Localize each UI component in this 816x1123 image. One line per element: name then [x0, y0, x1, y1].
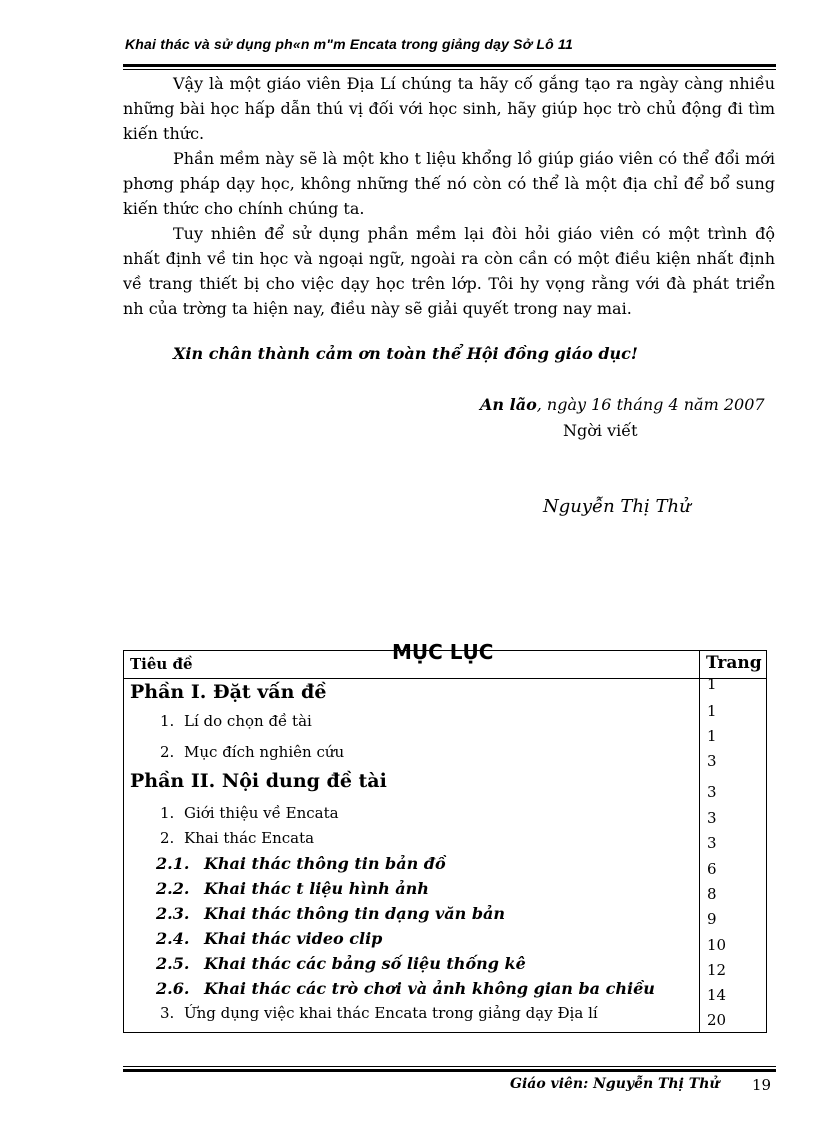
toc-page-number: 1 — [707, 702, 717, 720]
toc-header-rule — [124, 678, 766, 679]
toc-page-number: 14 — [707, 986, 727, 1004]
toc-entry — [156, 929, 382, 948]
toc-entry-title: Lí do chọn đề tài — [184, 712, 312, 730]
toc-entry-number: 2. — [160, 743, 175, 761]
thanks-line: Xin chân thành cảm ơn toàn thể Hội đồng giáo dục! — [173, 344, 638, 363]
toc-page-number: 3 — [707, 834, 717, 852]
toc-entry — [160, 804, 339, 822]
toc-page-number: 8 — [707, 885, 717, 903]
toc-entry-number: 2.5. — [156, 954, 190, 973]
toc-page-number: 3 — [707, 783, 717, 801]
toc-entry-title: Ứng dụng việc khai thác Encata trong giảng dạy Địa lí — [184, 1004, 598, 1022]
toc-entry-title: Giới thiệu về Encata — [184, 804, 339, 822]
toc-entry-title: Khai thác Encata — [184, 829, 315, 847]
signature: Nguyễn Thị Thử — [543, 496, 691, 517]
toc-entry-number: 2.3. — [156, 904, 190, 923]
toc-entry-title: Khai thác t liệu hình ảnh — [204, 879, 429, 898]
toc-entry-number: 2.6. — [156, 979, 190, 998]
toc-entry — [160, 712, 312, 730]
header-rule-thick — [123, 64, 776, 67]
place-name: An lão — [480, 395, 537, 414]
toc-entry-number: 1. — [160, 712, 175, 730]
toc-entry-number: 2.2. — [156, 879, 190, 898]
footer-rule-thin — [123, 1066, 776, 1067]
header-rule-thin — [123, 69, 776, 70]
toc-entry-title: Phần I. Đặt vấn đề — [130, 681, 327, 703]
toc-entry-number: 2.1. — [156, 854, 190, 873]
toc-entry — [130, 770, 387, 792]
toc-entry — [160, 829, 314, 847]
toc-table — [123, 650, 767, 1033]
toc-entry-number: 2.4. — [156, 929, 190, 948]
toc-page-number: 9 — [707, 910, 717, 928]
toc-heading: MỤC LỤC — [392, 640, 494, 664]
toc-page-number: 20 — [707, 1011, 727, 1029]
toc-entry-title: Khai thác các bảng số liệu thống kê — [204, 954, 526, 973]
page-number: 19 — [752, 1076, 772, 1094]
toc-entry-title: Mục đích nghiên cứu — [184, 743, 345, 761]
toc-entry — [156, 979, 655, 998]
body-text — [123, 71, 775, 321]
toc-entry-title: Khai thác các trò chơi và ảnh không gian ba chiều — [204, 979, 655, 998]
date-line — [480, 395, 765, 414]
toc-entry — [160, 1004, 598, 1022]
toc-entry-title: Phần II. Nội dung đề tài — [130, 770, 387, 792]
toc-entry — [160, 743, 344, 761]
toc-col-title: Tiêu đề — [130, 655, 193, 673]
toc-page-number: 3 — [707, 809, 717, 827]
toc-entry-number: 3. — [160, 1004, 175, 1022]
paragraph-3: Tuy nhiên để sử dụng phần mềm lại đòi hỏi giáo viên có một trình độ nhất định về tin học và ngoại ngữ, ngoài ra còn cần có một điều kiện nhất định về trang thiết bị cho việc dạy học trên lớp. Tôi hy vọng rằng với đà phát triển nh của trờng ta hiện nay, điều này sẽ giải quyết trong nay mai. — [123, 224, 775, 318]
toc-entry — [156, 954, 526, 973]
paragraph-2: Phần mềm này sẽ là một kho t liệu khổng lồ giúp giáo viên có thể đổi mới phơng pháp dạy học, không những thế nó còn có thể là một địa chỉ để bổ sung kiến thức cho chính chúng ta. — [123, 149, 775, 218]
toc-page-number: 3 — [707, 752, 717, 770]
toc-entry-title: Khai thác thông tin dạng văn bản — [204, 904, 506, 923]
toc-entry-number: 2. — [160, 829, 175, 847]
header-title: Khai thác và sử dụng ph«n m"m Encata trong giảng dạy Sở Lô 11 — [125, 36, 573, 52]
toc-entry — [156, 854, 446, 873]
toc-col-page: Trang — [706, 653, 762, 673]
paragraph-1: Vậy là một giáo viên Địa Lí chúng ta hãy cố gắng tạo ra ngày càng nhiều những bài học hấp dẫn thú vị đối với học sinh, hãy giúp học trò chủ động đi tìm kiến thức. — [123, 74, 775, 143]
footer-teacher: Giáo viên: Nguyễn Thị Thử — [510, 1076, 720, 1092]
toc-column-divider — [699, 651, 700, 1032]
toc-entry-number: 1. — [160, 804, 175, 822]
toc-entry-title: Khai thác video clip — [204, 929, 383, 948]
toc-page-number: 12 — [707, 961, 727, 979]
toc-entry — [156, 879, 429, 898]
date-text: , ngày 16 tháng 4 năm 2007 — [536, 395, 765, 414]
toc-entry — [130, 681, 326, 703]
toc-entry — [156, 904, 505, 923]
writer-label: Ngời viết — [563, 421, 638, 440]
toc-page-number: 10 — [707, 936, 727, 954]
footer-rule-thick — [123, 1069, 776, 1072]
toc-page-number: 6 — [707, 860, 717, 878]
toc-entry-title: Khai thác thông tin bản đồ — [204, 854, 446, 873]
toc-page-number: 1 — [707, 675, 717, 693]
toc-page-number: 1 — [707, 727, 717, 745]
